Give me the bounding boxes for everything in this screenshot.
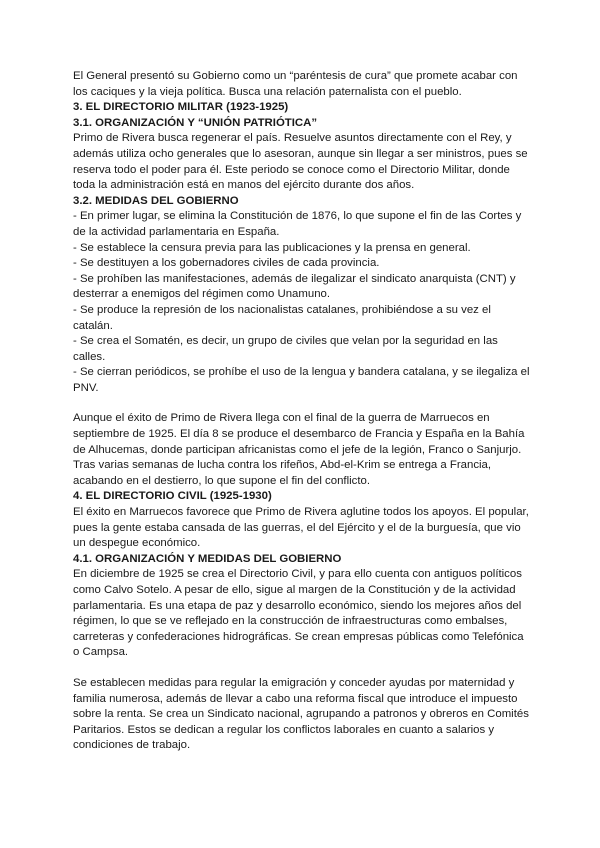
section-4-1-heading: 4.1. ORGANIZACIÓN Y MEDIDAS DEL GOBIERNO: [73, 552, 342, 565]
section-3-heading: 3. EL DIRECTORIO MILITAR (1923-1925): [73, 101, 289, 114]
marruecos-paragraph: Aunque el éxito de Primo de Rivera llega con el final de la guerra de Marruecos en septiembre de 1925. El día 8 se produce el desembarco de Francia y España en la Bahía de Alhucemas, donde participan africanistas como el jefe de la legión, Franco o Sanjurjo. Tras varias semanas de lucha contra los rifeños, Abd-el-Krim se entrega a Francia, acabando en el destierro, lo que supone el fin del conflicto.: [73, 412, 525, 487]
intro-paragraph: El General presentó su Gobierno como un “paréntesis de cura” que promete acabar con los caciques y la vieja política. Busca una relación paternalista con el pueblo.: [73, 70, 518, 98]
section-4-1-paragraph-2: Se establecen medidas para regular la emigración y conceder ayudas por maternidad y familia numerosa, además de llevar a cabo una reforma fiscal que introduce el impuesto sobre la renta. Se crea un Sindicato nacional, agrupando a patronos y obreros en Comités Paritarios. Estos se dedican a regular los conflictos laborales en cuanto a salarios y condiciones de trabajo.: [73, 676, 529, 752]
measure-item: - Se crea el Somatén, es decir, un grupo de civiles que velan por la seguridad en las calles.: [73, 335, 498, 363]
measure-item: - Se prohíben las manifestaciones, además de ilegalizar el sindicato anarquista (CNT) y desterrar a enemigos del régimen como Unamuno.: [73, 272, 516, 301]
section-4-heading: 4. EL DIRECTORIO CIVIL (1925-1930): [73, 490, 272, 503]
measure-item: - Se cierran periódicos, se prohíbe el uso de la lengua y bandera catalana, y se ilegaliza el PNV.: [73, 366, 530, 394]
section-4-1-paragraph: En diciembre de 1925 se crea el Directorio Civil, y para ello cuenta con antiguos políticos como Calvo Sotelo. A pesar de ello, sigue al margen de la Constitución y de la actividad parlamentaria. Es una etapa de paz y desarrollo económico, siendo los mejores años del régimen, lo que se ve reflejado en la construcción de infraestructuras como embalses, carreteras y confederaciones hidrográficas. Se crean empresas públicas como Telefónica o Campsa.: [73, 568, 524, 659]
measure-item: - Se establece la censura previa para las publicaciones y la prensa en general.: [73, 241, 471, 254]
section-3-2-heading: 3.2. MEDIDAS DEL GOBIERNO: [73, 194, 239, 207]
measure-item: - En primer lugar, se elimina la Constitución de 1876, lo que supone el fin de las Cortes y de la actividad parlamentaria en España.: [73, 210, 522, 238]
measure-item: - Se destituyen a los gobernadores civiles de cada provincia.: [73, 257, 380, 270]
section-4-paragraph: El éxito en Marruecos favorece que Primo de Rivera aglutine todos los apoyos. El popular, pues la gente estaba cansada de las guerras, el del Ejército y el de la burguesía, que vio un despegue económico.: [73, 506, 529, 550]
section-3-1-heading: 3.1. ORGANIZACIÓN Y “UNIÓN PATRIÓTICA”: [73, 116, 318, 129]
section-3-1-paragraph: Primo de Rivera busca regenerar el país. Resuelve asuntos directamente con el Rey, y además utiliza ocho generales que lo asesoran, aunque sin llegar a ser ministros, pues se reserva todo el poder para él. Este periodo se conoce como el Directorio Militar, donde toda la administración está en manos del ejército durante dos años.: [73, 132, 528, 192]
measure-item: - Se produce la represión de los nacionalistas catalanes, prohibiéndose a su vez el catalán.: [73, 303, 491, 332]
